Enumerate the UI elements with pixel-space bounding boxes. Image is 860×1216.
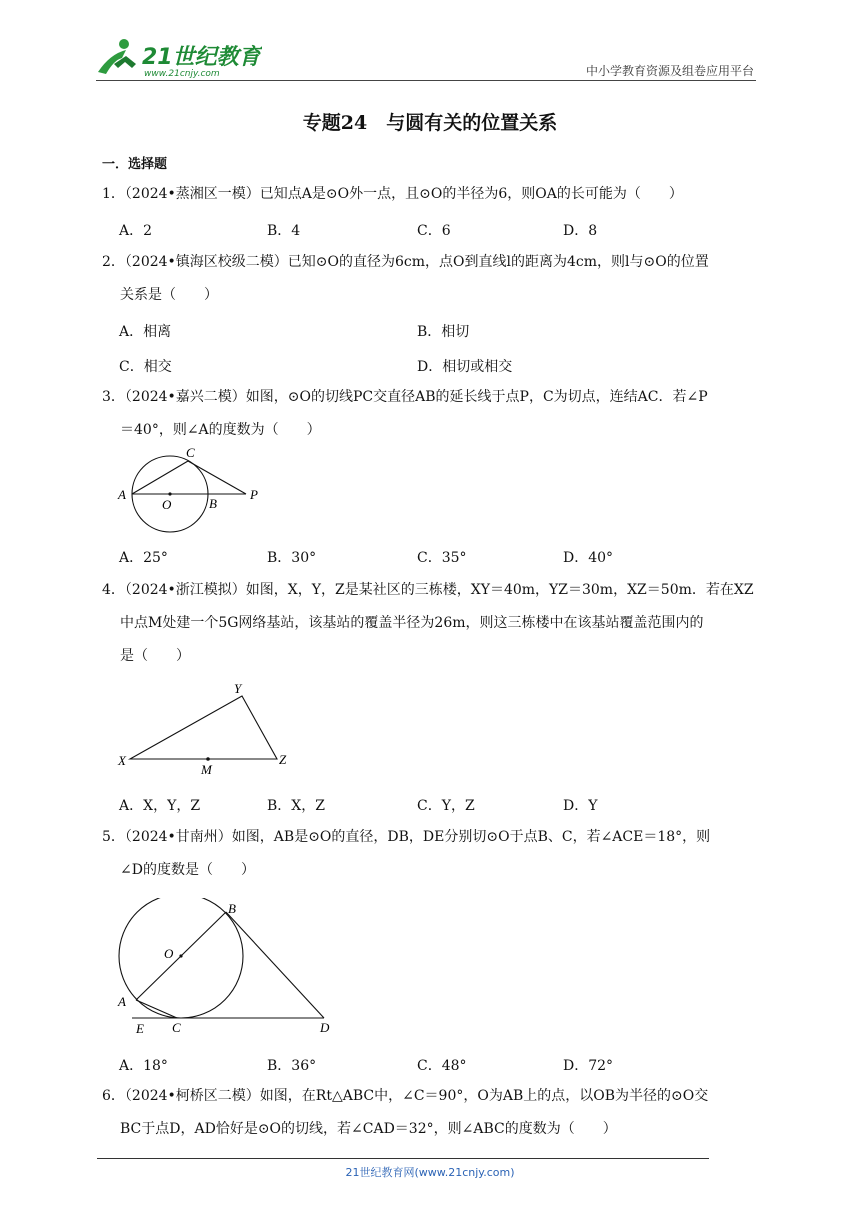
question-2: [102, 246, 766, 312]
section-heading: 一．选择题: [102, 157, 168, 172]
question-6: [102, 1080, 766, 1146]
page-title: 专题24 与圆有关的位置关系: [302, 112, 558, 134]
question-6-line-2: BC于点D，AD恰好是⊙O的切线，若∠CAD＝32°，则∠ABC的度数为（ ）: [120, 1121, 617, 1137]
question-3-line-1: 3．（2024•嘉兴二模）如图，⊙O的切线PC交直径AB的延长线于点P，C为切点，连结AC．若∠P: [102, 389, 708, 405]
q4-option-d[interactable]: D．Y: [563, 798, 598, 814]
q5-label-c: C: [172, 1020, 181, 1035]
q5-label-e: E: [136, 1021, 144, 1036]
q3-option-b[interactable]: B．30°: [267, 550, 317, 566]
question-1-text: 1．（2024•蒸湘区一模）已知点A是⊙O外一点，且⊙O的半径为6，则OA的长可能为（ ）: [102, 186, 683, 202]
q5-option-d[interactable]: D．72°: [563, 1058, 614, 1074]
q5-circle: [119, 898, 243, 1018]
q5-label-b: B: [228, 901, 236, 916]
question-4-line-2: 中点M处建一个5G网络基站，该基站的覆盖半径为26m，则这三栋楼中在该基站覆盖范围内的: [120, 615, 704, 631]
q2-option-a[interactable]: A．相离: [119, 324, 172, 340]
q3-option-c[interactable]: C．35°: [417, 550, 467, 566]
q5-option-b[interactable]: B．36°: [267, 1058, 317, 1074]
q4-option-a[interactable]: A．X，Y，Z: [119, 798, 201, 814]
q2-option-c[interactable]: C．相交: [119, 359, 172, 375]
question-3: [102, 381, 766, 447]
q3-option-d[interactable]: D．40°: [563, 550, 614, 566]
question-4-line-1: 4．（2024•浙江模拟）如图，X，Y，Z是某社区的三栋楼，XY＝40m，YZ＝30m，XZ＝50m．若在XZ: [102, 582, 754, 598]
question-5-line-1: 5．（2024•甘南州）如图，AB是⊙O的直径，DB，DE分别切⊙O于点B、C，若∠ACE＝18°，则: [102, 829, 711, 845]
q5-chord-ac: [136, 1000, 177, 1018]
q5-label-o: O: [164, 946, 174, 961]
q3-label-p: P: [250, 487, 258, 502]
question-5-line-2: ∠D的度数是（ ）: [120, 862, 255, 878]
q2-option-d[interactable]: D．相切或相交: [417, 359, 513, 375]
question-1: [102, 178, 766, 211]
q4-label-m: M: [201, 762, 212, 777]
q3-figure: [112, 444, 272, 534]
q3-option-a[interactable]: A．25°: [119, 550, 168, 566]
q1-option-a[interactable]: A．2: [119, 223, 153, 239]
q3-tangent-pc: [188, 461, 246, 494]
q1-option-d[interactable]: D．8: [563, 223, 598, 239]
footer-link[interactable]: 21世纪教育网(www.21cnjy.com): [345, 1166, 515, 1179]
q5-label-a: A: [118, 994, 126, 1009]
q4-midpoint-m: [206, 757, 210, 761]
q3-line-ac: [132, 461, 188, 494]
question-3-line-2: ＝40°，则∠A的度数为（ ）: [120, 422, 321, 438]
question-4-line-3: 是（ ）: [120, 648, 190, 664]
q4-triangle: [130, 696, 277, 759]
header-divider: [96, 80, 756, 81]
q3-label-a: A: [118, 487, 126, 502]
q4-figure: [112, 680, 302, 780]
q3-label-o: O: [162, 497, 172, 512]
footer-divider: [97, 1158, 709, 1159]
q3-label-c: C: [186, 445, 195, 460]
question-2-line-1: 2．（2024•镇海区校级二模）已知⊙O的直径为6cm，点O到直线l的距离为4cm，则l与⊙O的位置: [102, 254, 709, 270]
q4-label-y: Y: [234, 681, 242, 696]
question-6-line-1: 6．（2024•柯桥区二模）如图，在Rt△ABC中，∠C＝90°，O为AB上的点，以OB为半径的⊙O交: [102, 1088, 709, 1104]
q4-option-b[interactable]: B．X，Z: [267, 798, 325, 814]
q4-label-z: Z: [279, 752, 287, 767]
question-2-line-2: 关系是（ ）: [120, 287, 218, 303]
q5-label-d: D: [320, 1020, 330, 1035]
q5-figure: [112, 898, 352, 1040]
logo-url: www.21cnjy.com: [144, 69, 220, 79]
logo-text: 21世纪教育: [142, 45, 261, 70]
q4-option-c[interactable]: C．Y，Z: [417, 798, 475, 814]
question-5: [102, 821, 766, 887]
q1-option-c[interactable]: C．6: [417, 223, 451, 239]
q5-option-c[interactable]: C．48°: [417, 1058, 467, 1074]
platform-name: 中小学教育资源及组卷应用平台: [585, 64, 754, 78]
q1-option-b[interactable]: B．4: [267, 223, 301, 239]
q5-tangent-db: [226, 912, 324, 1018]
q3-label-b: B: [209, 496, 217, 511]
q4-label-x: X: [118, 753, 126, 768]
site-logo: [92, 34, 262, 82]
q5-center-point: [179, 954, 182, 957]
q3-center-point: [168, 492, 171, 495]
question-4: [102, 574, 766, 673]
q2-option-b[interactable]: B．相切: [417, 324, 470, 340]
q5-option-a[interactable]: A．18°: [119, 1058, 168, 1074]
